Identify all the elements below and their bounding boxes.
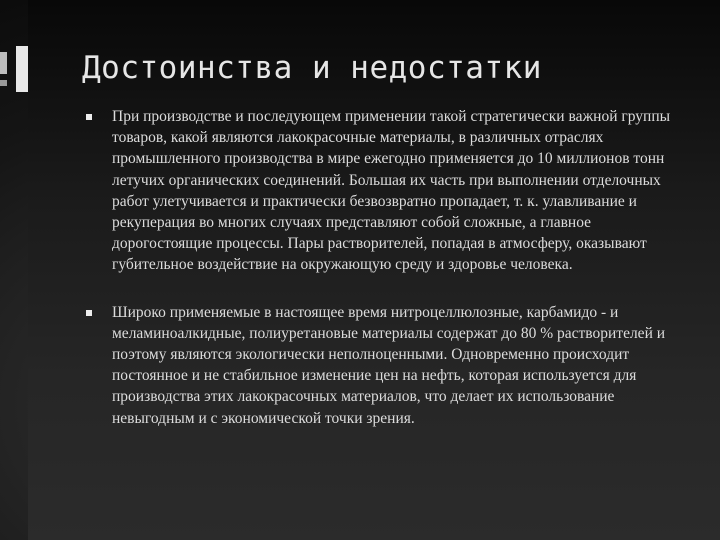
bullet-list <box>84 106 684 455</box>
bullet-text: При производстве и последующем применении такой стратегически важной группы товаров, какой являются лакокрасочные материалы, в различных отраслях промышленного производства в мире ежегодно применяется до 10 миллионов тонн летучих органических соединений. Большая их часть при выполнении отделочных работ улетучивается и практически безвозвратно пропадает, т. к. улавливание и рекуперация во многих случаях представляют собой сложные, а главное дорогостоящие процессы. Пары растворителей, попадая в атмосферу, оказывают губительное воздействие на окружающую среду и здоровье человека. <box>112 108 671 274</box>
square-bullet-icon <box>86 310 92 316</box>
slide-title: Достоинства и недостатки <box>82 50 542 86</box>
bullet-item <box>84 106 684 276</box>
square-bullet-icon <box>86 114 92 120</box>
decorative-bar-tiny <box>0 80 7 86</box>
bullet-text: Широко применяемые в настоящее время нитроцеллюлозные, карбамидо - и меламиноалкидные, полиуретановые материалы содержат до 80 % растворителей и поэтому являются экологически неполноценными. Одновременно происходит постоянное и не стабильное изменение цен на нефть, которая используется для производства этих лакокрасочных материалов, что делает их использование невыгодным и с экономической точки зрения. <box>112 303 666 427</box>
decorative-bar-small <box>0 52 7 74</box>
bullet-item <box>84 302 684 429</box>
decorative-bar <box>16 46 28 92</box>
